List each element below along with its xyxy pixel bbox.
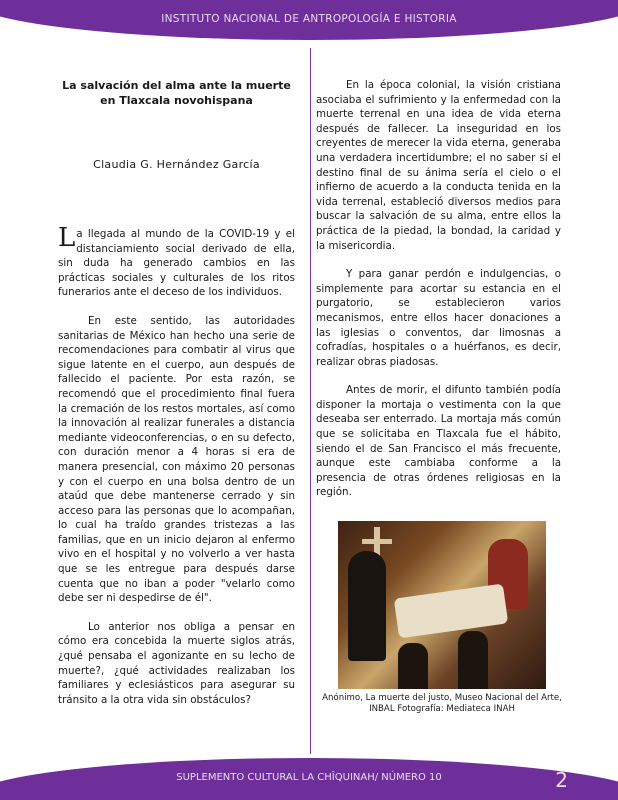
footer-title: SUPLEMENTO CULTURAL LA CHÎQUINAH/ NÚMERO 10 [176,772,442,783]
left-paragraph-1-text: a llegada al mundo de la COVID-19 y el distanciamiento social derivado de ella, sin duda ha generado cambios en las prácticas sociales y culturales de los ritos funerarios ante el deceso de los individuos. [58,228,295,299]
left-paragraph-3: Lo anterior nos obliga a pensar en cómo era concebida la muerte siglos atrás, ¿qué pensaba el agonizante en su lecho de muerte?, ¿qué actividades realizaban los familiares y eclesiásticos para asegurar su tránsito a la otra vida sin obstáculos? [58,620,295,706]
painting-deathbed [394,584,508,639]
left-paragraph-2: En este sentido, las autoridades sanitarias de México han hecho una serie de recomendaciones para combatir al virus que sigue latente en el cuerpo, aun después de fallecido el paciente. Por esta razón, se recomendó que el procedimiento final fuera la cremación de los restos mortales, así como la innovación al realizar funerales a distancia mediante videoconferencias, o en su defecto, con duración menor a 4 horas si era de manera presencial, con máximo 20 personas y con el cuerpo en una bolsa dentro de un ataúd que debe mantenerse cerrado y sin acceso para las personas que lo acompañan, lo cual ha traído grandes tristezas a las familias, que en un inicio dejaron al enfermo vivo en el hospital y no volverlo a ver hasta que se les entregue para después darse cuenta que no iban a poder "velarlo como debe ser ni despedirse de él". [58,314,295,605]
article-title: La salvación del alma ante la muerte en Tlaxcala novohispana [62,79,291,107]
painting-figure-friar [458,631,488,689]
right-column [316,78,561,500]
painting-image [338,521,546,689]
painting-figure-mourner [398,643,428,689]
painting-figure-left [348,551,386,661]
image-caption: Anónimo, La muerte del justo, Museo Nacional del Arte, INBAL Fotografía: Mediateca INAH [322,693,562,714]
column-divider [310,48,311,754]
painting-crossbar [362,539,392,544]
right-paragraph-1: En la época colonial, la visión cristiana asociaba el sufrimiento y la enfermedad con la muerte terrenal en una idea de vida eterna después de fallecer. La inseguridad en los creyentes de merecer la vida eterna, generaba una verdadera incertidumbre; el no saber si el destino final de su ánima sería el cielo o el infierno de acuerdo a la conducta tenida en la vida terrenal, estableció diversos medios para buscar la salvación de su alma, entre ellos la práctica de la piedad, la bondad, la caridad y la misericordia. [316,79,561,252]
page-footer [0,752,618,800]
right-paragraph-2: Y para ganar perdón e indulgencias, o simplemente para acortar su estancia en el purgatorio, se establecieron varios mecanismos, entre ellos hacer donaciones a las iglesias o conventos, dar limosnas a cofradías, hospitales o a huérfanos, es decir, realizar obras piadosas. [316,268,561,368]
left-paragraph-1 [58,223,295,300]
page-header [0,0,618,42]
page-number: 2 [555,768,568,792]
left-column [58,78,295,707]
header-title: INSTITUTO NACIONAL DE ANTROPOLOGÍA E HISTORIA [161,13,457,25]
drop-cap: L [58,223,76,253]
right-paragraph-3: Antes de morir, el difunto también podía disponer la mortaja o vestimenta con la que deseaba ser enterrado. La mortaja más común que se solicitaba en Tlaxcala fue el hábito, siendo el de San Francisco el más frecuente, aunque este cambiaba conforme a la presencia de otras órdenes religiosas en la región. [316,384,561,499]
article-author: Claudia G. Hernández García [93,158,260,171]
